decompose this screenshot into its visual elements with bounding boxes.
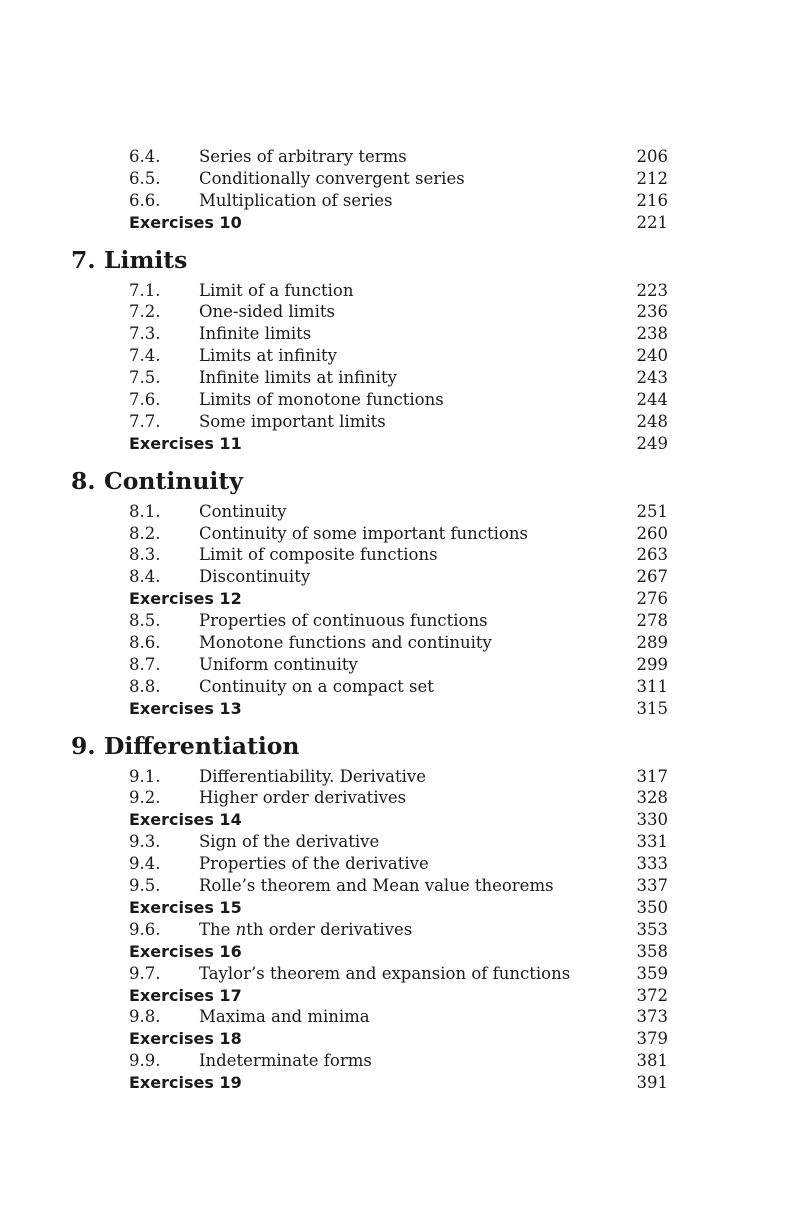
page-number: 333 xyxy=(636,854,668,874)
page-number: 353 xyxy=(636,919,668,939)
section-number: 8.1. xyxy=(129,501,161,521)
exercise-label: Exercises 15 xyxy=(129,897,242,917)
page-number: 267 xyxy=(636,567,668,587)
chapter-title: Limits xyxy=(104,245,188,274)
section-row xyxy=(0,919,788,941)
section-row xyxy=(0,1006,788,1028)
page-number: 289 xyxy=(636,633,668,653)
chapter-number: 9. xyxy=(71,731,96,760)
section-title: Properties of continuous functions xyxy=(199,611,488,631)
section-number: 8.8. xyxy=(129,676,161,696)
chapter-number: 7. xyxy=(71,245,96,274)
section-row xyxy=(0,875,788,897)
section-title: Higher order derivatives xyxy=(199,788,407,808)
section-row xyxy=(0,301,788,323)
section-row xyxy=(0,853,788,875)
section-number: 7.2. xyxy=(129,302,161,322)
exercise-label: Exercises 19 xyxy=(129,1073,242,1093)
exercise-row xyxy=(0,433,788,455)
exercise-row xyxy=(0,1028,788,1050)
page-number: 260 xyxy=(636,523,668,543)
section-title: Limits at infinity xyxy=(199,346,337,366)
section-number: 8.4. xyxy=(129,567,161,587)
section-row xyxy=(0,389,788,411)
chapter-heading xyxy=(0,455,788,501)
section-title: Multiplication of series xyxy=(199,190,393,210)
page-number: 359 xyxy=(636,963,668,983)
section-title: Limit of composite functions xyxy=(199,545,438,565)
section-row xyxy=(0,1050,788,1072)
section-title: Continuity of some important functions xyxy=(199,523,528,543)
section-number: 7.1. xyxy=(129,280,161,300)
section-row xyxy=(0,345,788,367)
section-title: Maxima and minima xyxy=(199,1007,370,1027)
section-row xyxy=(0,367,788,389)
section-row xyxy=(0,411,788,433)
exercise-label: Exercises 12 xyxy=(129,589,242,609)
page-number: 299 xyxy=(636,654,668,674)
page-number: 216 xyxy=(636,190,668,210)
section-number: 7.7. xyxy=(129,411,161,431)
page-number: 317 xyxy=(636,766,668,786)
section-number: 9.8. xyxy=(129,1007,161,1027)
exercise-row xyxy=(0,897,788,919)
section-title: Infinite limits xyxy=(199,324,312,344)
exercise-label: Exercises 11 xyxy=(129,433,242,453)
section-row xyxy=(0,501,788,523)
section-number: 9.5. xyxy=(129,876,161,896)
section-number: 7.5. xyxy=(129,368,161,388)
exercise-label: Exercises 16 xyxy=(129,941,242,961)
section-number: 7.3. xyxy=(129,324,161,344)
section-number: 7.6. xyxy=(129,390,161,410)
section-number: 6.5. xyxy=(129,168,161,188)
page-number: 206 xyxy=(636,147,668,166)
section-title: Continuity xyxy=(199,501,287,521)
section-row xyxy=(0,168,788,190)
page-number: 212 xyxy=(636,168,668,188)
page-number: 337 xyxy=(636,876,668,896)
page-number: 379 xyxy=(636,1029,668,1049)
section-row xyxy=(0,523,788,545)
section-number: 6.4. xyxy=(129,147,161,166)
exercise-label: Exercises 14 xyxy=(129,810,242,830)
section-number: 6.6. xyxy=(129,190,161,210)
section-row xyxy=(0,544,788,566)
exercise-row xyxy=(0,588,788,610)
exercise-row xyxy=(0,985,788,1007)
exercise-label: Exercises 13 xyxy=(129,698,242,718)
section-row xyxy=(0,610,788,632)
section-number: 9.7. xyxy=(129,963,161,983)
section-title: Monotone functions and continuity xyxy=(199,633,492,653)
page-number: 278 xyxy=(636,611,668,631)
page-number: 236 xyxy=(636,302,668,322)
exercise-row xyxy=(0,941,788,963)
page-number: 358 xyxy=(636,941,668,961)
section-number: 8.6. xyxy=(129,633,161,653)
section-number: 8.5. xyxy=(129,611,161,631)
section-number: 9.3. xyxy=(129,832,161,852)
chapter-heading xyxy=(0,720,788,766)
exercise-label: Exercises 17 xyxy=(129,985,242,1005)
section-title: The nth order derivatives xyxy=(199,919,413,939)
section-row xyxy=(0,963,788,985)
page-number: 391 xyxy=(636,1073,668,1093)
section-title: Some important limits xyxy=(199,411,386,431)
section-title: Infinite limits at infinity xyxy=(199,368,397,388)
section-number: 9.6. xyxy=(129,919,161,939)
section-number: 8.7. xyxy=(129,654,161,674)
page-number: 251 xyxy=(636,501,668,521)
table-of-contents xyxy=(0,146,788,1094)
section-title: Properties of the derivative xyxy=(199,854,429,874)
section-title: Series of arbitrary terms xyxy=(199,147,407,166)
section-row xyxy=(0,146,788,168)
section-row xyxy=(0,632,788,654)
page-number: 328 xyxy=(636,788,668,808)
exercise-label: Exercises 18 xyxy=(129,1029,242,1049)
page-number: 381 xyxy=(636,1051,668,1071)
section-row xyxy=(0,766,788,788)
section-title: Sign of the derivative xyxy=(199,832,380,852)
section-row xyxy=(0,831,788,853)
section-row xyxy=(0,323,788,345)
page-number: 311 xyxy=(636,676,668,696)
section-row xyxy=(0,190,788,212)
page-number: 263 xyxy=(636,545,668,565)
section-title: Conditionally convergent series xyxy=(199,168,465,188)
chapter-heading xyxy=(0,234,788,280)
section-title: Taylor’s theorem and expansion of functions xyxy=(199,963,571,983)
page-number: 249 xyxy=(636,433,668,453)
page-number: 330 xyxy=(636,810,668,830)
page-number: 243 xyxy=(636,368,668,388)
exercise-row xyxy=(0,1072,788,1094)
page-number: 221 xyxy=(636,212,668,232)
page-number: 331 xyxy=(636,832,668,852)
section-title: Uniform continuity xyxy=(199,654,358,674)
exercise-row xyxy=(0,698,788,720)
section-title: Limit of a function xyxy=(199,280,354,300)
section-number: 9.9. xyxy=(129,1051,161,1071)
chapter-number: 8. xyxy=(71,466,96,495)
exercise-row xyxy=(0,809,788,831)
page-number: 240 xyxy=(636,346,668,366)
chapter-title: Differentiation xyxy=(104,731,300,760)
section-row xyxy=(0,654,788,676)
section-number: 9.2. xyxy=(129,788,161,808)
page-number: 372 xyxy=(636,985,668,1005)
page-number: 248 xyxy=(636,411,668,431)
exercise-label: Exercises 10 xyxy=(129,212,242,232)
section-row xyxy=(0,676,788,698)
section-number: 9.4. xyxy=(129,854,161,874)
section-title: One-sided limits xyxy=(199,302,335,322)
page-number: 350 xyxy=(636,897,668,917)
chapter-title: Continuity xyxy=(104,466,243,495)
section-title: Discontinuity xyxy=(199,567,311,587)
page-number: 373 xyxy=(636,1007,668,1027)
section-row xyxy=(0,787,788,809)
section-title: Differentiability. Derivative xyxy=(199,766,426,786)
section-title: Continuity on a compact set xyxy=(199,676,434,696)
section-title: Indeterminate forms xyxy=(199,1051,372,1071)
section-row xyxy=(0,280,788,302)
section-number: 7.4. xyxy=(129,346,161,366)
section-title: Rolle’s theorem and Mean value theorems xyxy=(199,876,554,896)
page-number: 315 xyxy=(636,698,668,718)
section-title: Limits of monotone functions xyxy=(199,390,444,410)
section-number: 8.2. xyxy=(129,523,161,543)
section-row xyxy=(0,566,788,588)
section-number: 9.1. xyxy=(129,766,161,786)
page-number: 244 xyxy=(636,390,668,410)
section-number: 8.3. xyxy=(129,545,161,565)
page-number: 223 xyxy=(636,280,668,300)
page-number: 276 xyxy=(636,589,668,609)
exercise-row xyxy=(0,212,788,234)
page-number: 238 xyxy=(636,324,668,344)
